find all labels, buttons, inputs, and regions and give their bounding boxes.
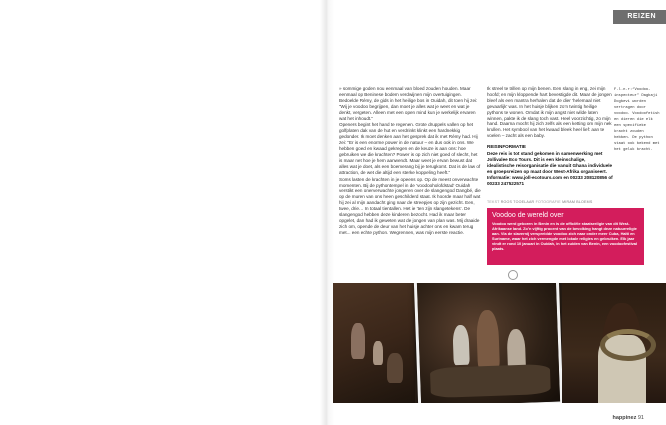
voodoo-info-box	[487, 208, 644, 265]
photo-caption: F.l.n.r:“Voodoo-inspecteur” Dagbaji Dogbevi worden vertragen door voodoo. Voodoofetish en dieren die elk een specifieke kracht zouden hebben. De python staat ook bekend met het geluk bracht.	[614, 88, 660, 152]
photo-strip	[333, 283, 666, 403]
page-number: 91	[637, 415, 644, 421]
byline-photographer: MIRAM BLOEMS	[562, 200, 593, 204]
paragraph: » sommige goden nou eenmaal van bloed zouden houden. Maar eenmaal op Beninese bodem verdwijnen mijn overtuigingen. Bedoelde Rémy, de gids in het heilige bos in Ouidah, dit toen hij zei: “Wij je voodoo begrijpen, dan moet je alles wat je weet en wat je denkt, vergeten. Alleen met een open mind kun je werkelijk ervaren wat het inhoudt.”	[339, 86, 478, 121]
info-box-title: Voodoo de wereld over	[492, 212, 564, 219]
shrine-figure	[452, 325, 469, 366]
page-spine	[320, 0, 334, 425]
statue-figure	[373, 341, 383, 365]
byline-text-label: TEKST	[487, 200, 500, 204]
article-column-2	[487, 86, 613, 188]
info-box-body: Voodoo werd geboren in Benin en is de officiële staatsreligie van dit West-Afrikaanse land. Zo’n vijftig procent van de bevolking hangt deze natuurreligie aan. Via de slavernij verspreidde voodoo zich naar onder meer Cuba, Haïti en Suriname, waar het zich vermengde met lokale religies en gebruiken. Elk jaar vindt er rond 10 januari in Ouidah, in het zuiden van Benin, een voodoofestival plaats.	[492, 221, 638, 251]
page-footer	[613, 415, 645, 421]
photo-shrine-interior	[414, 283, 563, 403]
caption-pointer-icon	[508, 270, 518, 280]
paragraph: Openers begint het hand te regenen. Grote druppels vallen op het golfplaten dak van de hut en verdrinkt klinkt een hardnekkig gedonder. Ik moet denken aan het gesprek dat ik met Rémy had. Hij zei: “Er is een enorme power in de natuur – en dus ook in ons. We hebben goed en kwaad gekregen en de keuze is aan ons: hoe gebruiken we die krachten? Power is op zich niet goed of slecht, het is maar net hoe je hem aanwendt. Maar weet je ervan bewust dat alles wat je doet, als een boemerang bij je terugkomt. Dat is de law of attraction, de wet die altijd een sterke koppeling heeft.”	[339, 122, 481, 175]
statue-figure	[351, 323, 365, 359]
travel-info-body: Deze reis is tot stand gekomen in samenwerking met Jollivalee Eco Tours. Dit is een kleinschalige, idealistische reisorganisatie die vanuit Ghana individuele en groepsreizen op maat door West-Afrika organiseert. Informatie: www.joll-ecotours.com en 00233 208120856 of 00233 247522571	[487, 151, 613, 186]
byline-author: ROOS TOOELAAR	[500, 200, 535, 204]
python-figure	[600, 329, 656, 361]
photo-python-holder	[562, 283, 666, 403]
byline-photo-label: FOTOGRAFIE	[535, 200, 561, 204]
paragraph: Soms lasten de krachten in je opeens op. Op de meest onverwachte momenten. Bij de pythontempel in de ‘voodooholofdstad’ Ouidah verstikt een onerverwachte jongeren over de slangengod Dangbé, die op de muren van ons heen geschilderd staat. Ik hoorde maar half wat hij zei al mijn aandacht ging naar de streepjes op zijn gezicht. Een, twee, drie… In totaal tientallen. Het ie ‘ten zijn slangetekens’. De slangengod hebben deze kinderen bezocht. Had ik maar beter opgelet, dan had ik geweten wat de jongen van plan was. Mij draaide zich om, opende de deur van het huisje achter ons en kwam terug met... een echte python. Wegrennen, was mijn eerste reactie.	[339, 176, 481, 235]
travel-info-heading: REISINFORMATIE	[487, 144, 526, 150]
statue-figure	[387, 353, 403, 383]
magazine-name: happinez	[612, 415, 637, 421]
section-label: REIZEN	[613, 10, 666, 24]
shrine-offerings	[430, 364, 551, 398]
byline	[487, 200, 613, 204]
photo-voodoo-statues	[333, 283, 415, 403]
paragraph: Ik streel te trillen op mijn benen. Een slang in eng, zei mijn hoofd; en mijn kloppende hart bevestigde dit. Maar de jongen bleef als een mantra herhalen dat de dier ‘helemaal niet gevaarlijk’ was. In het huisje blijken zo’n twintig heilige pythons te wonen. Omdat ik mijn angst niet wilde laten winnen, pakte ik de slang toch vast. Heel voorzichtig, zo mijn hand. Daarna mocht hij zich zelfs als een ketting om mijn nek krullen. Het symbool van het kwaad bleek heel lief: aan te voelen – zacht als een baby.	[487, 86, 612, 139]
article-column-1	[339, 86, 481, 237]
